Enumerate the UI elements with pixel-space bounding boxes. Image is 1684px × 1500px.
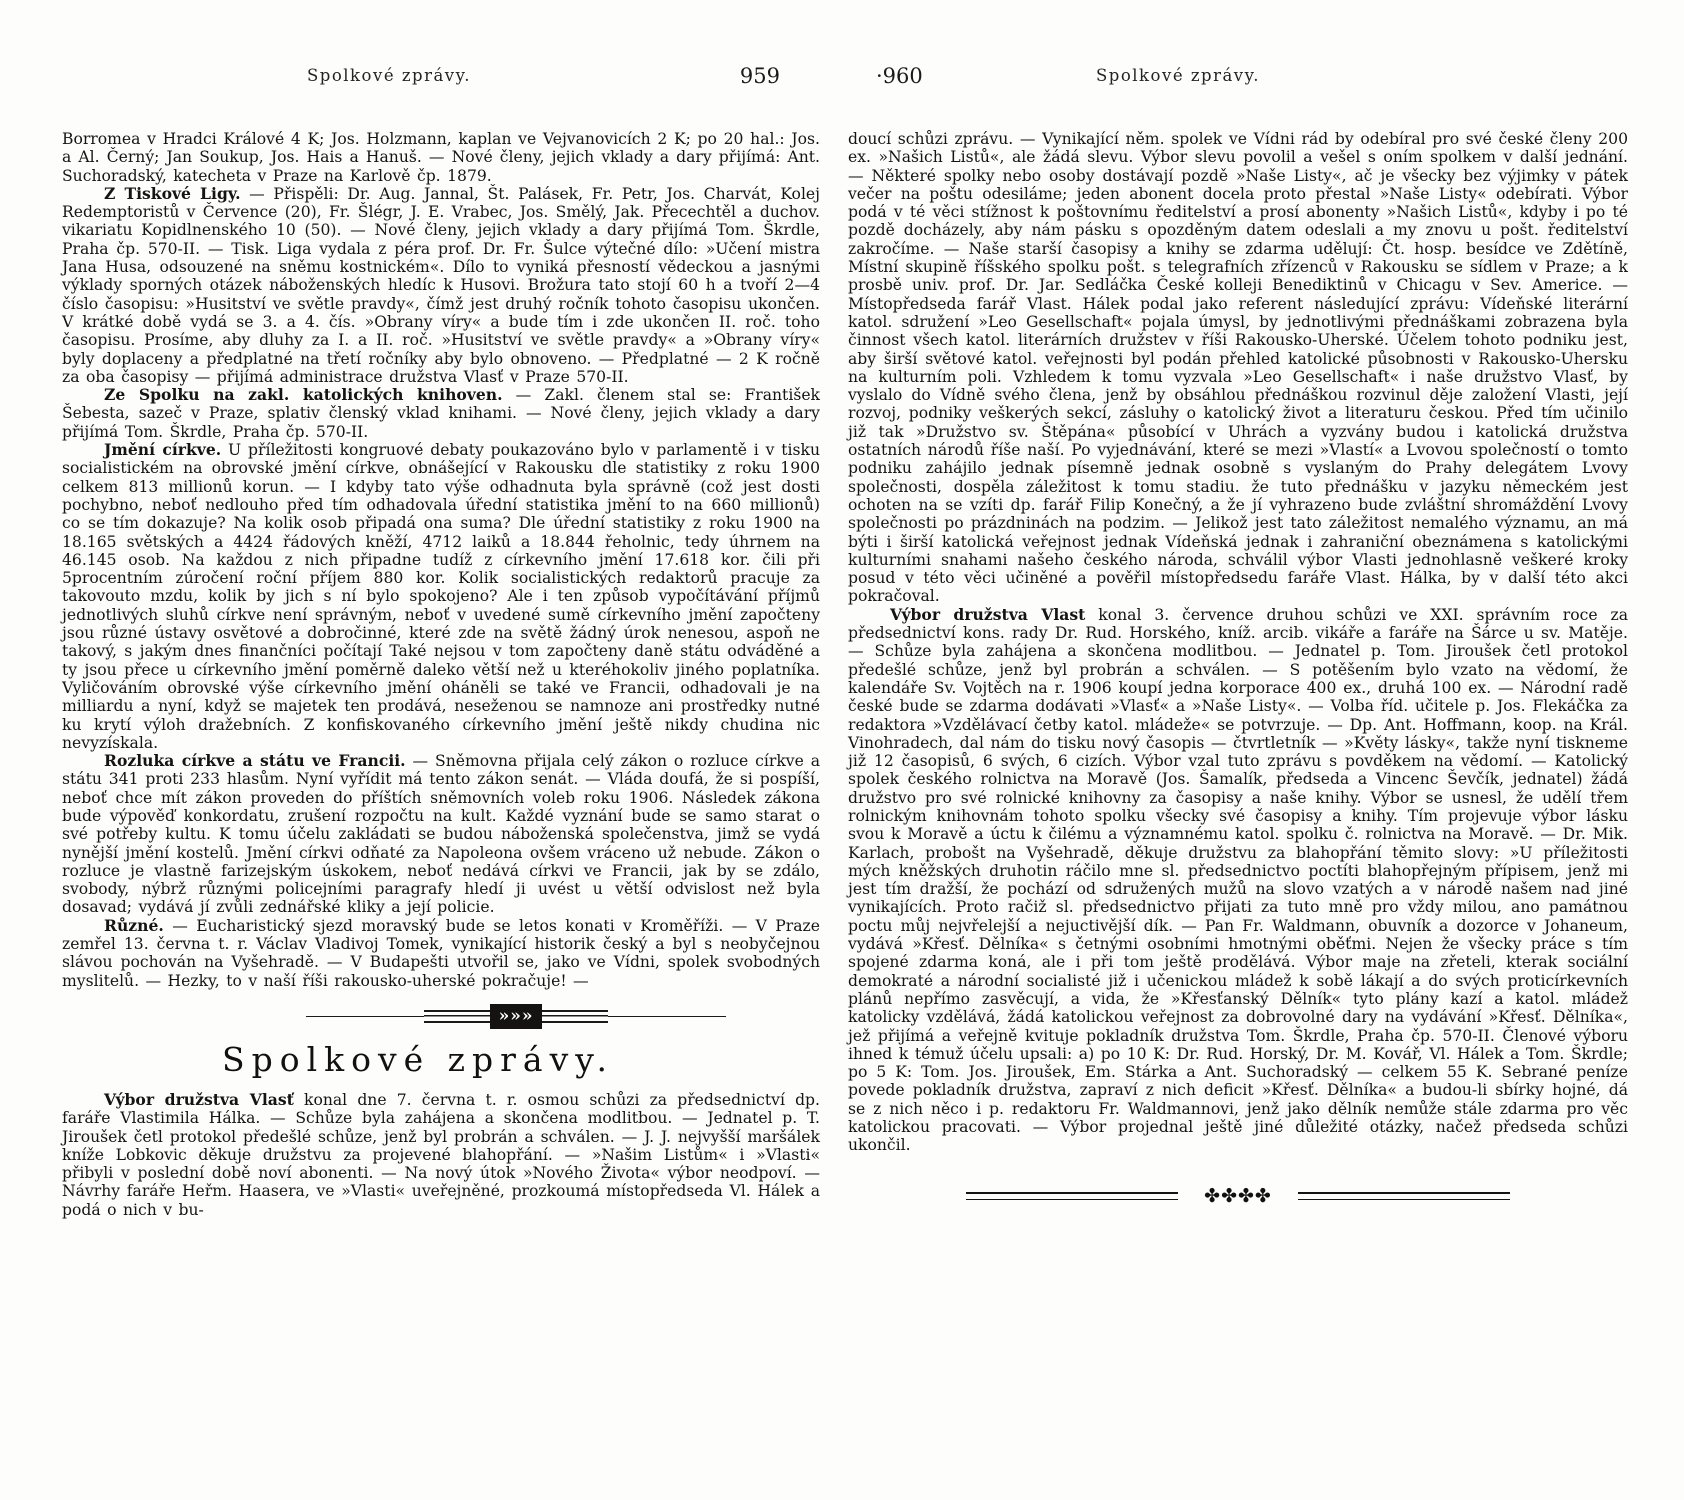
divider-triple-rule [542, 1010, 608, 1023]
paragraph-lead: Výbor družstva Vlast [890, 604, 1086, 624]
clover-ornament-icon: ✤✤✤✤ [1204, 1184, 1272, 1207]
paragraph-lead: Různé. [104, 915, 164, 935]
running-title: Spolkové zprávy. [1095, 66, 1261, 85]
paragraph-text: — Přispěli: Dr. Aug. Jannal, Št. Palásek, Fr. Petr, Jos. Charvát, Kolej Redemptoristů v Července (20), Fr. Šlégr, J. E. Vrabec, Jos. Smělý, Jak. Přecechtěl a duchov. vikariatu Kopidlnenského 10 (50). — Nové členy, jejich vklady a dary přijímá Tom. Škrdle, Praha čp. 570-II. — Tisk. Liga vydala z péra prof. Dr. Fr. Šulce výtečné dílo: »Učení mistra Jana Husa, odsouzené na sněmu kostnickém«. Dílo to vyniká přesností vědeckou a jasnými výklady sporných otázek náboženských hledíc k Husovi. Brožura tato stojí 60 h a tvoří 2—4 číslo časopisu: »Husitství ve světle pravdy«, čímž jest druhý ročník tohoto časopisu ukončen. V krátké době vydá se 3. a 4. čís. »Obrany víry« a bude tím i zde ukončen II. roč. toho časopisu. Prosíme, aby dluhy za I. a II. roč. »Husitství ve světle pravdy« a »Obrany víry« byly doplaceny a předplatné na třetí ročníky aby bylo obnoveno. — Předplatné — 2 K ročně za oba časopisy — přijímá administrace družstva Vlasť v Praze 570-II. [62, 184, 820, 386]
paragraph-lead: Jmění církve. [104, 440, 222, 460]
paragraph-lead: Rozluka církve a státu ve Francii. [104, 751, 406, 771]
divider-rule [608, 1016, 726, 1017]
paragraph-text: Borromea v Hradci Králové 4 K; Jos. Holzmann, kaplan ve Vejvanovicích 2 K; po 20 hal.: Jos. a Al. Černý; Jan Soukup, Jos. Hais a Hanuš. — Nové členy, jejich vklady a dary přijímá: Ant. Suchoradský, katecheta v Praze na Karlově čp. 1879. [62, 130, 820, 185]
paragraph-text: doucí schůzi zprávu. — Vynikající něm. spolek ve Vídni rád by odebíral pro své české členy 200 ex. »Našich Listů«, ale žádá slevu. Výbor slevu povolil a vešel s oním spolkem v další jednání. — Některé spolky nebo osoby dostávají pozdě »Naše Listy«, ač je všecky bez výjimky v pátek večer na poštu odesiláme; jeden abonent docela proto přestal »Naše Listy« odebírati. Výbor podá v té věci stížnost k poštovnímu ředitelství a prosí abonenty »Našich Listů«, kdyby i po té pozdě docházely, aby nám pásku s opozděným datem odeslali a my znovu u pošt. ředitelství zakročíme. — Naše starší časopisy a knihy se zdarma udělují: Čt. hosp. besídce ve Zdětíně, Místní skupině říšského spolku pošt. s telegrafních zřízenců v Rakousku se sídlem v Praze; a k prosbě univ. prof. Dr. Jar. Sedláčka České kolleji Benediktinů v Chicagu v Sev. Americe. — Místopředseda farář Vlast. Hálek podal jako referent následující zprávu: Vídeňské literární katol. sdružení »Leo Gesellschaft« pojala úmysl, by jednotlivými přednáškami zobrazena byla činnost všech katol. literárních družstev v říši Rakousko-Uherské. Účelem tohoto podniku jest, aby širší světové katol. veřejnosti byl podán přehled katolické působnosti v Rakousko-Uhersku na kulturním poli. Vzhledem k tomu vyzvala »Leo Gesellschaft« i naše družstvo Vlasť, by vyslalo do Vídně svého člena, jenž by obsáhlou přednáškou rozvinul děje založení Vlasti, její rozvoj, podniky veškerých sekcí, zásluhy o katolický život a literaturu českou. Před tím učinilo již tak »Družstvo sv. Štěpána« působící v Uhrách a vyzvány budou i katolická družstva ostatních národů říše naší. Po vyjednávání, které se mezi »Vlastí« a Lvovou společností o tomto podniku zahájilo jednak písemně jednak osobně s vyslaným do Prahy delegátem Lvovy společnosti, dospěla záležitost k tomu stadiu. že tuto přednášku v jazyku německém jest ochoten na se vzíti dp. farář Filip Konečný, a že jí vyhrazeno bude zvláštní shromáždění Lvovy společnosti po prázdninách na podzim. — Jelikož jest tato záležitost nemalého významu, an má býti i širší katolická veřejnost jednak Vídeňská jednak i zahraniční obeznámena s katolickými kulturními snahami našeho českého národa, schválil výbor Vlasti jednohlasně veškeré kroky posud v této věci učiněné a pověřil místopředsedu faráře Vlast. Hálka, by v další této akci pokračoval. [848, 130, 1628, 606]
divider-chevrons-icon: »»» [490, 1004, 543, 1029]
divider-triple-rule [424, 1010, 490, 1023]
paragraph-text: — Eucharistický sjezd moravský bude se letos konati v Kroměříži. — V Praze zemřel 13. června t. r. Václav Vladivoj Tomek, vynikající historik český a byl s neobyčejnou slávou pochován na Vyšehradě. — V Budapešti utvořil se, jako ve Vídni, spolek svobodných myslitelů. — Hezky, to v naší říši rakousko-uherské pokračuje! — [62, 916, 820, 990]
footer-ornament [848, 1185, 1628, 1207]
paragraph-text: — Zakl. členem stal se: František Šebesta, sazeč v Praze, splativ členský vklad knihami. — Nové členy, jejich vklady a dary přijímá Tom. Škrdle, Praha čp. 570-II. [62, 386, 820, 441]
paragraph [62, 752, 820, 917]
paragraph-text: konal dne 7. června t. r. osmou schůzi za předsednictví dp. faráře Vlastimila Hálka. — Schůze byla zahájena a skončena modlitbou. — Jednatel p. T. Jiroušek četl protokol předešlé schůze, jenž byl probrán a schválen. — J. J. nejvyšší maršálek kníže Lobkovic děkuje družstvu za projevené blahopřání. — »Našim Listům« i »Vlasti« přibyli v poslední době noví abonenti. — Na nový útok »Nového Života« výbor neodpoví. — Návrhy faráře Heřm. Haasera, ve »Vlasti« uveřejněné, prozkoumá místopředseda Vl. Hálek a podá o nich v bu- [62, 1090, 820, 1219]
paragraph [62, 386, 820, 441]
page-number: 959 [739, 64, 780, 88]
paragraph-text: — Sněmovna přijala celý zákon o rozluce církve a státu 341 proti 233 hlasům. Nyní vyřídit má tento zákon senát. — Vláda doufá, že si pospíší, neboť chce mít zákon proveden do příštích sněmovních voleb roku 1906. Následek zákona bude výpověď konkordatu, zrušení rozpočtu na kult. Každé vyznání bude se samo starat o své potřeby kultu. K tomu účelu zakládati se budou náboženská společenstva, jimž se vydá nynější jmění kostelů. Jmění církvi odňaté za Napoleona ovšem vráceno už nebude. Zákon o rozluce je vlastně farizejským úskokem, neboť nedává církvi ve Francii, jak by se zdálo, svobody, nýbrž různými policejními paragrafy hledí ji uvést u větší odvislost než byla dosavad; vydává jí zvůli zednářské kliky a její policie. [62, 752, 821, 917]
paragraph [848, 606, 1628, 1155]
paragraph [62, 185, 820, 386]
paragraph [62, 917, 820, 990]
paragraph [848, 130, 1628, 606]
ornament-rule [1298, 1192, 1510, 1200]
page-header [62, 64, 820, 90]
paragraph [62, 1091, 820, 1219]
paragraph-lead: Ze Spolku na zakl. katolických knihoven. [104, 385, 503, 405]
page-960 [842, 0, 1684, 1500]
section-title: Spolkové zprávy. [221, 1039, 615, 1079]
paragraph-lead: Z Tiskové Ligy. [104, 183, 241, 203]
divider-rule [306, 1016, 424, 1017]
ornament-rule [966, 1192, 1178, 1200]
paragraph-text: konal 3. července druhou schůzi ve XXI. správním roce za předsednictví kons. rady Dr. Rud. Horského, kníž. arcib. vikáře a faráře na Šárce u sv. Matěje. — Schůze byla zahájena a skončena modlitbou. — Jednatel p. Tom. Jiroušek četl protokol předešlé schůze, jenž byl probrán a schválen. — S potěšením bylo vzato na vědomí, že kalendáře Sv. Vojtěch na r. 1906 koupí jedna korporace 400 ex., druhá 100 ex. — Národní radě české bude se zdarma dodávati »Vlasť« a »Naše Listy«. — Volba říd. učitele p. Jos. Flekáčka za redaktora »Vzdělávací četby katol. mládeže« se potvrzuje. — Dp. Ant. Hoffmann, koop. na Král. Vinohradech, dal nám do tisku nový časopis — čtvrtletník — »Květy lásky«, takže nyní tiskneme již 12 časopisů, 6 svých, 6 cizích. Výbor vzal tuto zprávu s povděkem na vědomí. — Katolický spolek českého rolnictva na Moravě (Jos. Šamalík, předseda a Vincenc Ševčík, jednatel) žádá družstvo pro své rolnické knihovny za časopisy a naše knihy. Výbor se usnesl, že udělí třem rolnickým knihovnám tohoto spolku všecky své časopisy a knihy. Tím projevuje výbor lásku svou k Moravě a úctu k čilému a významnému katol. spolku č. rolnictva na Moravě. — Dr. Mik. Karlach, probošt na Vyšehradě, děkuje družstvu za blahopřání těmito slovy: »U příležitosti mých kněžských druhotin ráčilo mne sl. předsednictvo poctíti blahopřejným přípisem, jenž mi jest tím dražší, že pochází od sdružených mužů na slovo vzatých a v národě našem nad jiné vynikajících. Proto račiž sl. předsednictvo přijati za tuto mně pro vždy milou, ano památnou poctu můj nejvřelejší a nejuctivější dík. — Pan Fr. Waldmann, obuvník a dozorce v Johaneum, vydává »Křesť. Dělníka« s četnými osobními hmotnými oběťmi. Nejen že všecky práce s tím spojené zdarma koná, ale i při tom ještě prodělává. Výbor maje na zřeteli, kterak sociální demokraté a národní socialisté již i učenickou mládež k sobě lákají a do svých proticírkevních plánů nepřímo zasvěcují, a vida, že »Křesťanský Dělník« tyto plány kazí a katol. mládež katolicky vzdělává, žádá katolickou veřejnost za dobrovolné dary na vydávání »Křesť. Dělníka«, jež přijímá a veřejně kvituje pokladník družstva Tom. Škrdle, Praha čp. 570-II. Členové výboru ihned k témuž účelu upsali: a) po 10 K: Dr. Rud. Horský, Dr. M. Kovář, Vl. Hálek a Tom. Škrdle; po 5 K: Tom. Jos. Jiroušek, Em. Stárka a Ant. Suchoradský — celkem 55 K. Sebrané peníze povede pokladník družstva, zapraví z nich deficit »Křesť. Dělníka« a budou-li sbírky hojné, dá se z nich něco i p. redaktoru Fr. Waldmannovi, jenž jako dělník nemůže stále zdarma pro věc katolickou pracovati. — Výbor projednal ještě jiné důležité otázky, načež předseda schůzi ukončil. [848, 605, 1628, 1155]
paragraph-text: U příležitosti kongruové debaty poukazováno bylo v parlamentě i v tisku socialistickém na obrovské jmění církve, obnášející v Rakousku dle statistiky z roku 1900 celkem 813 millionů korun. — I kdyby tato výše odhadnuta byla správně (což jest dosti pochybno, neboť nedlouho před tím odhadovala úřední statistika jmění to na 660 millionů) co se tím dokazuje? Na kolik osob připadá ona suma? Dle úřední statistiky z roku 1900 na 18.165 světských a 4424 řádových kněží, 4712 laiků a 18.844 řeholnic, tedy úhrnem na 46.145 osob. Na každou z nich připadne tudíž z církevního jmění 17.618 kor. čili při 5procentním zúročení roční příjem 880 kor. Kolik socialistických redaktorů pracuje za takovouto mzdu, kolik by jich s ní bylo spokojeno? Ale i ten způsob vypočítávání příjmů jednotlivých sluhů církve není správným, neboť v uvedené sumě církevního jmění započteny jsou různé ústavy osvětové a dobročinné, které zde na světě žádný úrok nenesou, aspoň ne takový, s jakým dnes finančníci počítají Také nejsou v tom započteny daně státu odváděné a ty jsou přece u církevního jmění poměrně daleko větší než u kteréhokoliv jiného poplatníka. Vyličováním obrovské výše církevního jmění oháněli se také ve Francii, odhadovali je na milliardu a nyní, když se majetek ten prodává, neseženou se namnoze ani prostředky nutné ku krytí výloh dražebních. Z konfiskovaného církevního jmění ještě nikdy chudina nic nevyzískala. [62, 441, 820, 752]
page-header [848, 64, 1628, 90]
paragraph [62, 130, 820, 185]
running-title: Spolkové zprávy. [306, 66, 472, 85]
paragraph-lead: Výbor družstva Vlasť [104, 1089, 294, 1109]
page-number: ·960 [876, 64, 923, 88]
paragraph [62, 441, 820, 752]
section-divider-ornament [212, 1004, 820, 1030]
